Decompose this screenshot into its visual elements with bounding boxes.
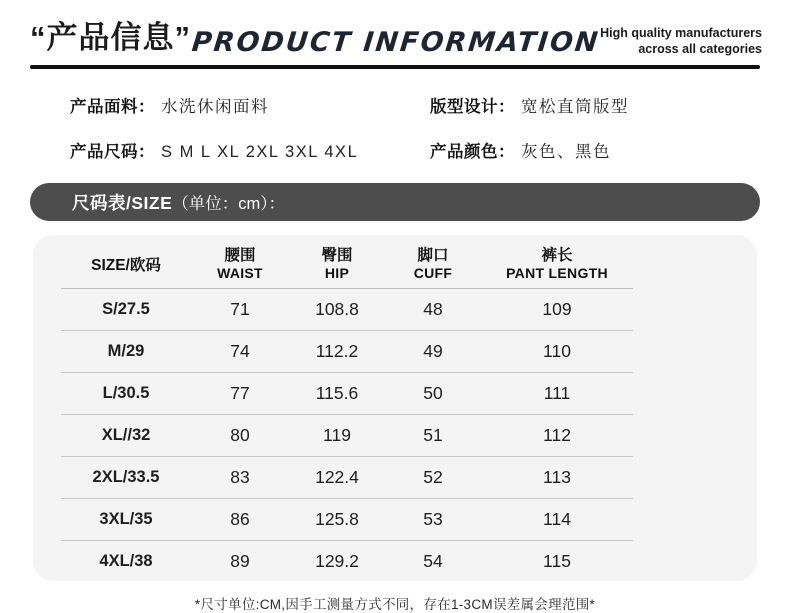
cuff-cell: 50 [385, 373, 481, 415]
size-chart-bar [30, 183, 760, 221]
hip-cell: 125.8 [289, 499, 385, 541]
info-row-2 [30, 138, 760, 162]
size-cell: 2XL/33.5 [61, 457, 191, 499]
header [0, 0, 790, 58]
sizes-value: S M L XL 2XL 3XL 4XL [161, 143, 359, 161]
waist-cell: 74 [191, 331, 289, 373]
table-row-4xl [61, 541, 733, 583]
size-cell: XL//32 [61, 415, 191, 457]
info-sizes [30, 138, 430, 162]
product-info-section [0, 93, 790, 162]
size-bar-title: 尺码表/SIZE [72, 192, 173, 213]
pant-length-cell: 113 [481, 457, 633, 499]
pant-length-cell: 115 [543, 551, 571, 572]
tagline-line-1: High quality manufacturers [600, 26, 762, 40]
page-title-english: PRODUCT INFORMATION [190, 27, 601, 58]
design-value: 宽松直筒版型 [521, 98, 629, 116]
table-row-2xl [61, 457, 733, 499]
pant-length-cell: 111 [481, 373, 633, 415]
filler-cell [633, 373, 733, 415]
sizes-label: 产品尺码： [70, 143, 155, 161]
size-cell: 3XL/35 [61, 499, 191, 541]
cuff-cell: 48 [385, 289, 481, 331]
info-row-1 [30, 93, 760, 117]
col-header-size: SIZE/欧码 [61, 239, 191, 289]
pant-length-cell: 109 [481, 289, 633, 331]
hip-cell: 108.8 [289, 289, 385, 331]
hip-cell: 122.4 [289, 457, 385, 499]
page-title-chinese: “产品信息” [30, 20, 191, 55]
cuff-cell: 53 [385, 499, 481, 541]
col-header-cuff: 脚口 CUFF [385, 239, 481, 289]
waist-cell: 83 [191, 457, 289, 499]
waist-cell: 77 [191, 373, 289, 415]
hip-cell: 129.2 [315, 551, 359, 572]
cuff-cell: 54 [423, 551, 443, 572]
colors-value: 灰色、黑色 [521, 143, 611, 161]
table-row-m [61, 331, 733, 373]
fabric-value: 水洗休闲面料 [161, 98, 269, 116]
col-header-filler [633, 239, 733, 289]
size-cell: 4XL/38 [99, 552, 153, 571]
filler-cell [633, 541, 733, 583]
table-row-xl [61, 415, 733, 457]
hip-cell: 112.2 [289, 331, 385, 373]
measurement-disclaimer: *尺寸单位:CM,因手工测量方式不同，存在1-3CM误差属会理范围* [194, 597, 596, 612]
size-table [61, 239, 733, 583]
filler-cell [633, 331, 733, 373]
pant-length-cell: 110 [481, 331, 633, 373]
pant-length-cell: 112 [481, 415, 633, 457]
waist-cell: 89 [230, 551, 250, 572]
design-label: 版型设计： [430, 98, 515, 116]
info-design [430, 93, 629, 117]
info-colors [430, 138, 611, 162]
col-header-pant-length: 裤长 PANT LENGTH [481, 239, 633, 289]
table-row-3xl [61, 499, 733, 541]
size-bar-unit: （单位：cm）： [172, 195, 286, 213]
cuff-cell: 49 [385, 331, 481, 373]
hip-cell: 119 [289, 415, 385, 457]
tagline-line-2: across all categories [638, 42, 762, 56]
table-row-s [61, 289, 733, 331]
col-header-hip: 臀围 HIP [289, 239, 385, 289]
filler-cell [633, 499, 733, 541]
table-header-row [61, 239, 733, 289]
header-tagline [600, 25, 762, 57]
header-divider [30, 65, 760, 69]
table-row-l [61, 373, 733, 415]
fabric-label: 产品面料： [70, 98, 155, 116]
hip-cell: 115.6 [289, 373, 385, 415]
size-cell: M/29 [61, 331, 191, 373]
cuff-cell: 51 [385, 415, 481, 457]
info-fabric [30, 93, 430, 117]
waist-cell: 71 [191, 289, 289, 331]
filler-cell [633, 415, 733, 457]
filler-cell [633, 289, 733, 331]
col-header-waist: 腰围 WAIST [191, 239, 289, 289]
pant-length-cell: 114 [481, 499, 633, 541]
cuff-cell: 52 [385, 457, 481, 499]
waist-cell: 86 [191, 499, 289, 541]
size-table-card [33, 235, 757, 581]
size-cell: L/30.5 [61, 373, 191, 415]
colors-label: 产品颜色： [430, 143, 515, 161]
filler-cell [633, 457, 733, 499]
waist-cell: 80 [191, 415, 289, 457]
size-cell: S/27.5 [61, 289, 191, 331]
